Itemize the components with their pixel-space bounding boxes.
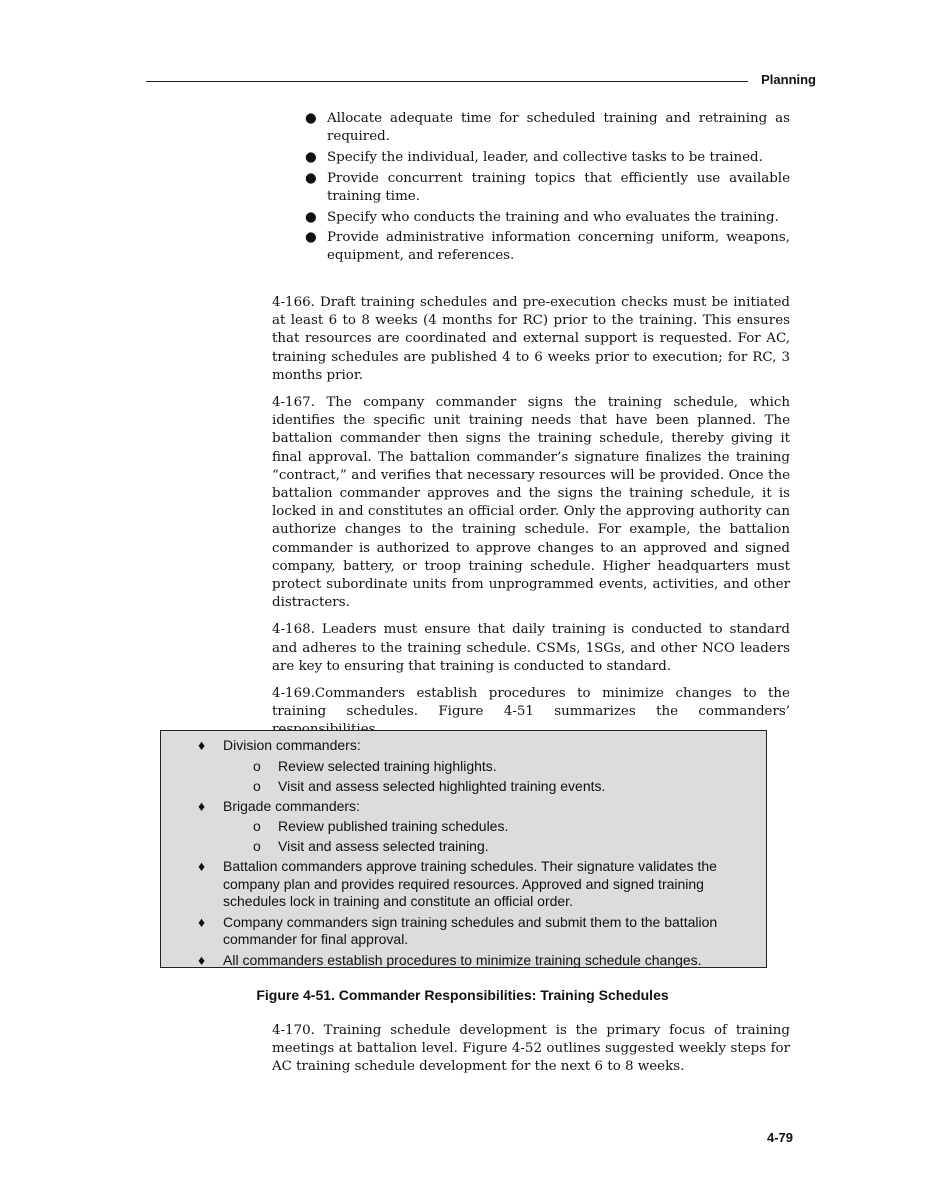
figure-item-text: All commanders establish procedures to minimize training schedule changes. xyxy=(223,951,702,968)
list-item xyxy=(272,149,790,167)
paragraph-4-169: 4-169.Commanders establish procedures to minimize changes to the training schedules. Figure 4-51 summarizes the commanders’ xyxy=(272,686,790,720)
paragraph-4-170: 4-170. Training schedule development is the primary focus of training meetings at battalion level. Figure 4-52 outlines suggested weekly steps for AC training schedule development for the next 6 to 8 weeks. xyxy=(272,1023,790,1075)
figure-sub-text: Review selected training highlights. xyxy=(278,757,497,774)
bullet-icon: ● xyxy=(305,209,317,225)
circle-bullet-icon: o xyxy=(253,757,261,774)
paragraph-4-167: 4-167. The company commander signs the training schedule, which identifies the specific unit training needs that have been planned. The battalion commander then signs the training schedule, thereby giving it final approval. The battalion commander’s signature finalizes the training “contract,” and verifies that necessary resources will be provided. Once the battalion commander approves and the signs the training schedule, it is locked in and constitutes an official order. Only the approving authority can authorize changes to the training schedule. For example, the battalion commander is authorized to approve changes to an approved and signed company, battery, or troop training schedule. Higher headquarters must protect subordinate units from unprogrammed events, activities, and other distracters. xyxy=(272,395,790,611)
paragraph-4-168: 4-168. Leaders must ensure that daily training is conducted to standard and adheres to the training schedule. CSMs, 1SGs, and other NCO leaders are key to ensuring that training is conducted to standard. xyxy=(272,622,790,674)
header-rule xyxy=(146,81,748,82)
paragraph-4-166: 4-166. Draft training schedules and pre-execution checks must be initiated at least 6 to 8 weeks (4 months for RC) prior to the training. This ensures that resources are coordinated and external support is requested. For AC, training schedules are published 4 to 6 weeks prior to execution; for RC, 3 months prior. xyxy=(272,295,790,383)
list-item xyxy=(161,858,761,911)
sub-list-item xyxy=(161,778,761,796)
figure-item-text: Company commanders sign training schedules and submit them to the battalion commander for final approval. xyxy=(223,913,718,947)
figure-sub-text: Review published training schedules. xyxy=(278,818,509,834)
figure-sub-text: Visit and assess selected highlighted training events. xyxy=(278,777,606,794)
bullet-text: Specify the individual, leader, and collective tasks to be trained. xyxy=(327,149,763,165)
circle-bullet-icon: o xyxy=(253,777,261,794)
diamond-bullet-icon: ♦ xyxy=(198,737,206,753)
figure-item-text: Battalion commanders approve training schedules. Their signature validates the company plan and provides required resources. Approved and signed training schedules lock in training and constitute an official order. xyxy=(223,858,717,909)
figure-item-text: Brigade commanders: xyxy=(223,797,360,814)
diamond-bullet-icon: ♦ xyxy=(198,797,206,814)
closing-paragraph-block xyxy=(272,1022,790,1086)
bullet-icon: ● xyxy=(305,149,317,165)
sub-list-item xyxy=(161,818,761,836)
sub-list-item xyxy=(161,838,761,856)
list-item xyxy=(272,209,790,227)
bullet-text: Specify who conducts the training and who evaluates the training. xyxy=(327,209,779,225)
figure-caption: Figure 4-51. Commander Responsibilities: Training Schedules xyxy=(256,987,669,1003)
list-item xyxy=(161,798,761,816)
bullet-text: Provide administrative information concerning uniform, weapons, equipment, and references. xyxy=(327,230,790,264)
bullet-icon: ● xyxy=(305,111,317,126)
list-item xyxy=(161,952,761,970)
bullet-text: Allocate adequate time for scheduled training and retraining as required. xyxy=(327,111,790,145)
bullet-icon: ● xyxy=(305,230,317,246)
circle-bullet-icon: o xyxy=(253,818,261,834)
bullet-icon: ● xyxy=(305,170,317,186)
page-number: 4-79 xyxy=(766,1130,793,1145)
bullet-text: Provide concurrent training topics that efficiently use available training time. xyxy=(327,170,790,204)
list-item xyxy=(161,914,761,949)
bullet-list xyxy=(272,110,790,268)
list-item xyxy=(161,737,761,755)
diamond-bullet-icon: ♦ xyxy=(198,913,206,930)
list-item xyxy=(272,170,790,206)
figure-sub-text: Visit and assess selected training. xyxy=(278,838,489,854)
running-header: Planning xyxy=(761,72,816,87)
diamond-bullet-icon: ♦ xyxy=(198,951,206,968)
figure-list xyxy=(161,737,761,972)
list-item xyxy=(272,229,790,265)
sub-list-item xyxy=(161,758,761,776)
list-item xyxy=(272,110,790,146)
diamond-bullet-icon: ♦ xyxy=(198,858,206,874)
circle-bullet-icon: o xyxy=(253,838,261,854)
figure-item-text: Division commanders: xyxy=(223,737,361,753)
body-paragraphs xyxy=(272,294,790,749)
figure-box xyxy=(160,730,767,968)
